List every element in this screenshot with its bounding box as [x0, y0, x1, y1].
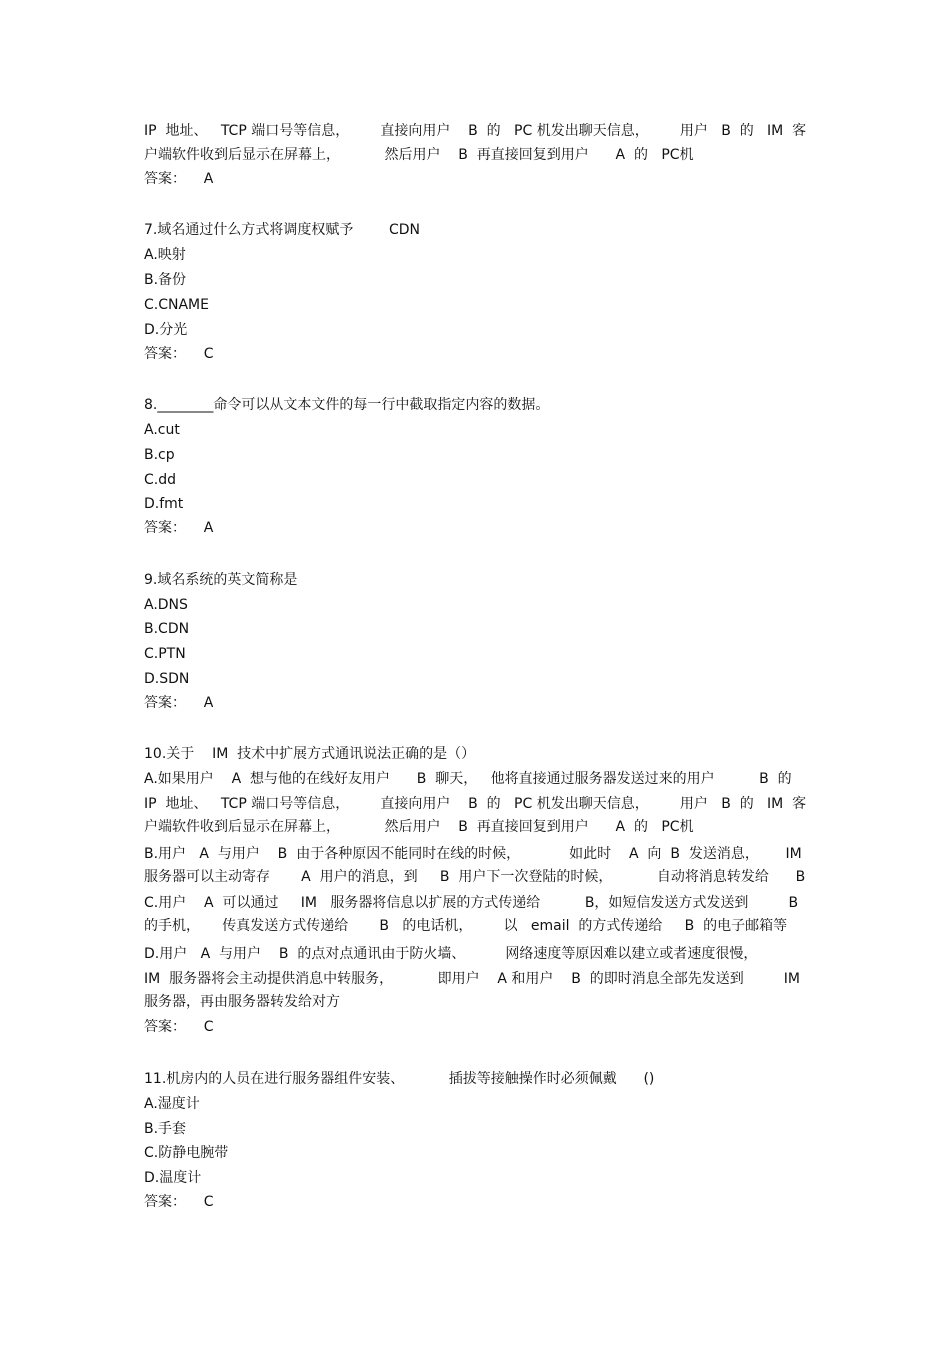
question-9-option-d: D.SDN	[144, 671, 190, 687]
question-10-option-b-line-1: B.用户 A 与用户 B 由于各种原因不能同时在线的时候， 如此时 A 向 B 发送消息， IM	[144, 846, 802, 862]
question-7-stem: 7.域名通过什么方式将调度权赋予 CDN	[144, 222, 420, 238]
question-8-option-a: A.cut	[144, 422, 180, 438]
question-8-option-d: D.fmt	[144, 496, 184, 512]
question-10-stem: 10.关于 IM 技术中扩展方式通讯说法正确的是（）	[144, 746, 476, 762]
question-7-answer: 答案： C	[144, 346, 214, 362]
question-11-option-c: C.防静电腕带	[144, 1145, 229, 1161]
question-9-answer: 答案： A	[144, 695, 214, 711]
question-10-option-a-line-1: A.如果用户 A 想与他的在线好友用户 B 聊天， 他将直接通过服务器发送过来的用户 B 的	[144, 771, 792, 787]
continued-option-line-2: 户端软件收到后显示在屏幕上， 然后用户 B 再直接回复到用户 A 的 PC机	[144, 147, 694, 163]
question-9-option-b: B.CDN	[144, 621, 190, 637]
question-11-option-b: B.手套	[144, 1121, 187, 1137]
question-10-option-d-line-2: IM 服务器将会主动提供消息中转服务， 即用户 A 和用户 B 的即时消息全部先发送到 IM	[144, 971, 801, 987]
question-10-option-b-line-2: 服务器可以主动寄存 A 用户的消息，到 B 用户下一次登陆的时候， 自动将消息转发给 B	[144, 869, 806, 885]
question-9-stem: 9.域名系统的英文简称是	[144, 572, 298, 588]
question-7-option-b: B.备份	[144, 272, 187, 288]
question-11-option-d: D.温度计	[144, 1170, 202, 1186]
question-7-option-d: D.分光	[144, 322, 188, 338]
continued-option-line-1: IP 地址、 TCP 端口号等信息， 直接向用户 B 的 PC 机发出聊天信息， 用户 B 的 IM 客	[144, 123, 807, 139]
question-9-option-c: C.PTN	[144, 646, 186, 662]
question-9-option-a: A.DNS	[144, 597, 188, 613]
question-10-answer: 答案： C	[144, 1019, 214, 1035]
question-10-option-a-line-3: 户端软件收到后显示在屏幕上， 然后用户 B 再直接回复到用户 A 的 PC机	[144, 819, 694, 835]
question-10-option-c-line-1: C.用户 A 可以通过 IM 服务器将信息以扩展的方式传递给 B，如短信发送方式发送到 B	[144, 895, 799, 911]
question-11-answer: 答案： C	[144, 1194, 214, 1210]
question-10-option-d-line-3: 服务器，再由服务器转发给对方	[144, 994, 340, 1010]
question-8-answer: 答案： A	[144, 520, 214, 536]
answer-line: 答案： A	[144, 171, 214, 187]
question-10-option-d-line-1: D.用户 A 与用户 B 的点对点通讯由于防火墙、 网络速度等原因难以建立或者速度很慢，	[144, 946, 758, 962]
question-11-stem: 11.机房内的人员在进行服务器组件安装、 插拔等接触操作时必须佩戴 ()	[144, 1071, 655, 1087]
question-10-option-a-line-2: IP 地址、 TCP 端口号等信息， 直接向用户 B 的 PC 机发出聊天信息， 用户 B 的 IM 客	[144, 796, 807, 812]
question-7-option-c: C.CNAME	[144, 297, 209, 313]
question-7-option-a: A.映射	[144, 247, 186, 263]
question-8-stem: 8.________命令可以从文本文件的每一行中截取指定内容的数据。	[144, 397, 550, 413]
question-11-option-a: A.湿度计	[144, 1096, 200, 1112]
question-8-option-b: B.cp	[144, 447, 175, 463]
question-8-option-c: C.dd	[144, 472, 176, 488]
question-10-option-c-line-2: 的手机， 传真发送方式传递给 B 的电话机， 以 email 的方式传递给 B 的电子邮箱等	[144, 918, 788, 934]
